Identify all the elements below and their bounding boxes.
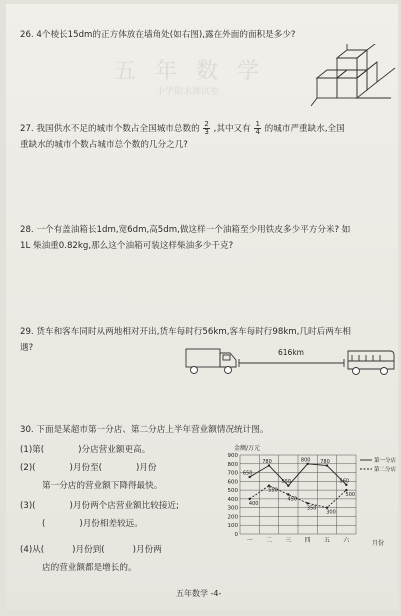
x-tick-label: 二 xyxy=(265,537,273,544)
data-point xyxy=(287,493,289,495)
y-tick-label: 500 xyxy=(227,488,238,495)
question-29-line1: 29. 货车和客车同时从两地相对开出,货车每时行56km,客车每时行98km,几时后两车相 xyxy=(20,327,351,337)
y-tick-label: 400 xyxy=(227,496,238,503)
q30-p2-c: )月份 xyxy=(136,463,157,473)
q30-p3-d: )月份相差较远。 xyxy=(79,519,143,529)
q30-part3-line2 xyxy=(42,518,143,530)
q30-p3-b: )月份两个店营业额比较接近; xyxy=(69,501,179,511)
y-tick-label: 300 xyxy=(227,505,238,512)
data-point xyxy=(345,489,347,491)
sales-line-chart xyxy=(206,442,396,552)
fraction-numerator: 2 xyxy=(204,120,209,128)
q30-part4-line2: 店的营业额都是增长的。 xyxy=(42,563,137,573)
y-tick-label: 600 xyxy=(227,479,238,486)
q30-p4-a: (4)从( xyxy=(20,545,45,555)
data-point xyxy=(248,498,250,500)
y-tick-label: 100 xyxy=(227,523,238,530)
cubes-figure xyxy=(311,44,397,112)
q30-part2 xyxy=(20,462,157,474)
question-28-line2: 1L 柴油重0.82kg,那么这个油箱可装这样柴油多少千克? xyxy=(20,241,234,251)
data-label: 560 xyxy=(339,478,350,485)
distance-label: 616km xyxy=(278,348,304,357)
question-28-line1: 28. 一个有盖油箱长1dm,宽6dm,高5dm,做这样一个油箱至少用铁皮多少平方分米? 如 xyxy=(20,225,351,235)
data-point xyxy=(306,502,308,504)
data-label: 780 xyxy=(320,459,330,466)
q30-p3-a: (3)( xyxy=(20,501,36,511)
x-tick-label: 六 xyxy=(343,537,350,544)
q30-part1 xyxy=(20,444,150,456)
data-label: 800 xyxy=(300,457,311,464)
q30-p4-b: )月份到( xyxy=(72,545,105,555)
fraction-two-thirds xyxy=(203,121,209,136)
data-label: 350 xyxy=(306,505,317,512)
data-label: 500 xyxy=(345,492,356,499)
q30-p1-b: )分店营业额更高。 xyxy=(78,445,151,455)
q30-p2-b: )月份至( xyxy=(69,463,103,473)
page-footer: 五年数学 -4- xyxy=(176,589,222,598)
data-point xyxy=(326,506,328,508)
q30-part2-line2: 第一分店的营业额下降得最快。 xyxy=(42,481,163,491)
data-label: 400 xyxy=(248,500,259,507)
question-27-line2: 重缺水的城市个数占城市总个数的几分之几? xyxy=(20,140,188,150)
q30-p3-c: ( xyxy=(42,519,46,529)
data-label: 550 xyxy=(281,479,292,486)
chart-grid xyxy=(240,455,356,534)
question-30-intro: 30. 下面是某超市第一分店、第二分店上半年营业额情况统计图。 xyxy=(20,425,269,435)
y-tick-label: 0 xyxy=(234,532,238,538)
q30-p1-a: (1)第( xyxy=(20,445,45,455)
y-tick-label: 700 xyxy=(227,470,238,477)
data-label: 780 xyxy=(262,459,272,466)
chart-y-ticks xyxy=(228,453,239,538)
x-tick-label: 三 xyxy=(285,537,292,544)
question-26: 26. 4个棱长15dm的正方体放在墙角处(如右图),露在外面的面积是多少? xyxy=(20,30,296,40)
ghost-subheading: 小学期末测试卷 xyxy=(156,87,220,97)
q27-text-a: 27. 我国供水不足的城市个数占全国城市总数的 xyxy=(20,124,200,134)
q27-text-c: 的城市严重缺水,全国 xyxy=(264,124,345,134)
x-tick-label: 五 xyxy=(323,537,331,544)
y-tick-label: 200 xyxy=(227,514,238,521)
question-27-line1 xyxy=(20,121,345,136)
chart-legend xyxy=(360,456,396,473)
fraction-denominator: 3 xyxy=(204,128,209,136)
y-tick-label: 900 xyxy=(227,453,238,459)
q30-p2-a: (2)( xyxy=(20,463,36,473)
chart-ylabel: 金额/万元 xyxy=(234,445,261,452)
fraction-numerator: 1 xyxy=(255,120,260,128)
bus-icon xyxy=(348,351,394,375)
x-tick-label: 一 xyxy=(246,537,253,544)
truck-icon xyxy=(186,349,236,374)
fraction-denominator: 4 xyxy=(255,128,260,136)
legend-label: 第一分店 xyxy=(374,458,396,464)
q30-part4 xyxy=(20,544,162,556)
data-label: 550 xyxy=(268,487,278,494)
y-tick-label: 800 xyxy=(227,461,238,468)
q30-p4-c: )月份两 xyxy=(132,545,162,555)
data-label: 650 xyxy=(242,470,253,477)
data-point xyxy=(268,485,270,487)
chart-xlabel: 月份 xyxy=(372,540,385,547)
question-29-line2: 遇? xyxy=(20,343,34,353)
chart-series xyxy=(243,457,355,515)
q27-text-b: ,其中又有 xyxy=(213,124,251,134)
q30-part3 xyxy=(20,500,179,512)
legend-label: 第二分店 xyxy=(374,467,396,473)
exam-sheet xyxy=(6,4,398,610)
fraction-one-quarter xyxy=(254,121,260,136)
data-label: 450 xyxy=(287,496,298,503)
ghost-heading: 五 年 数 学 xyxy=(114,59,265,84)
x-tick-label: 四 xyxy=(304,537,311,544)
chart-x-ticks xyxy=(247,536,351,544)
data-label: 300 xyxy=(326,509,336,516)
truck-bus-diagram xyxy=(184,341,396,379)
